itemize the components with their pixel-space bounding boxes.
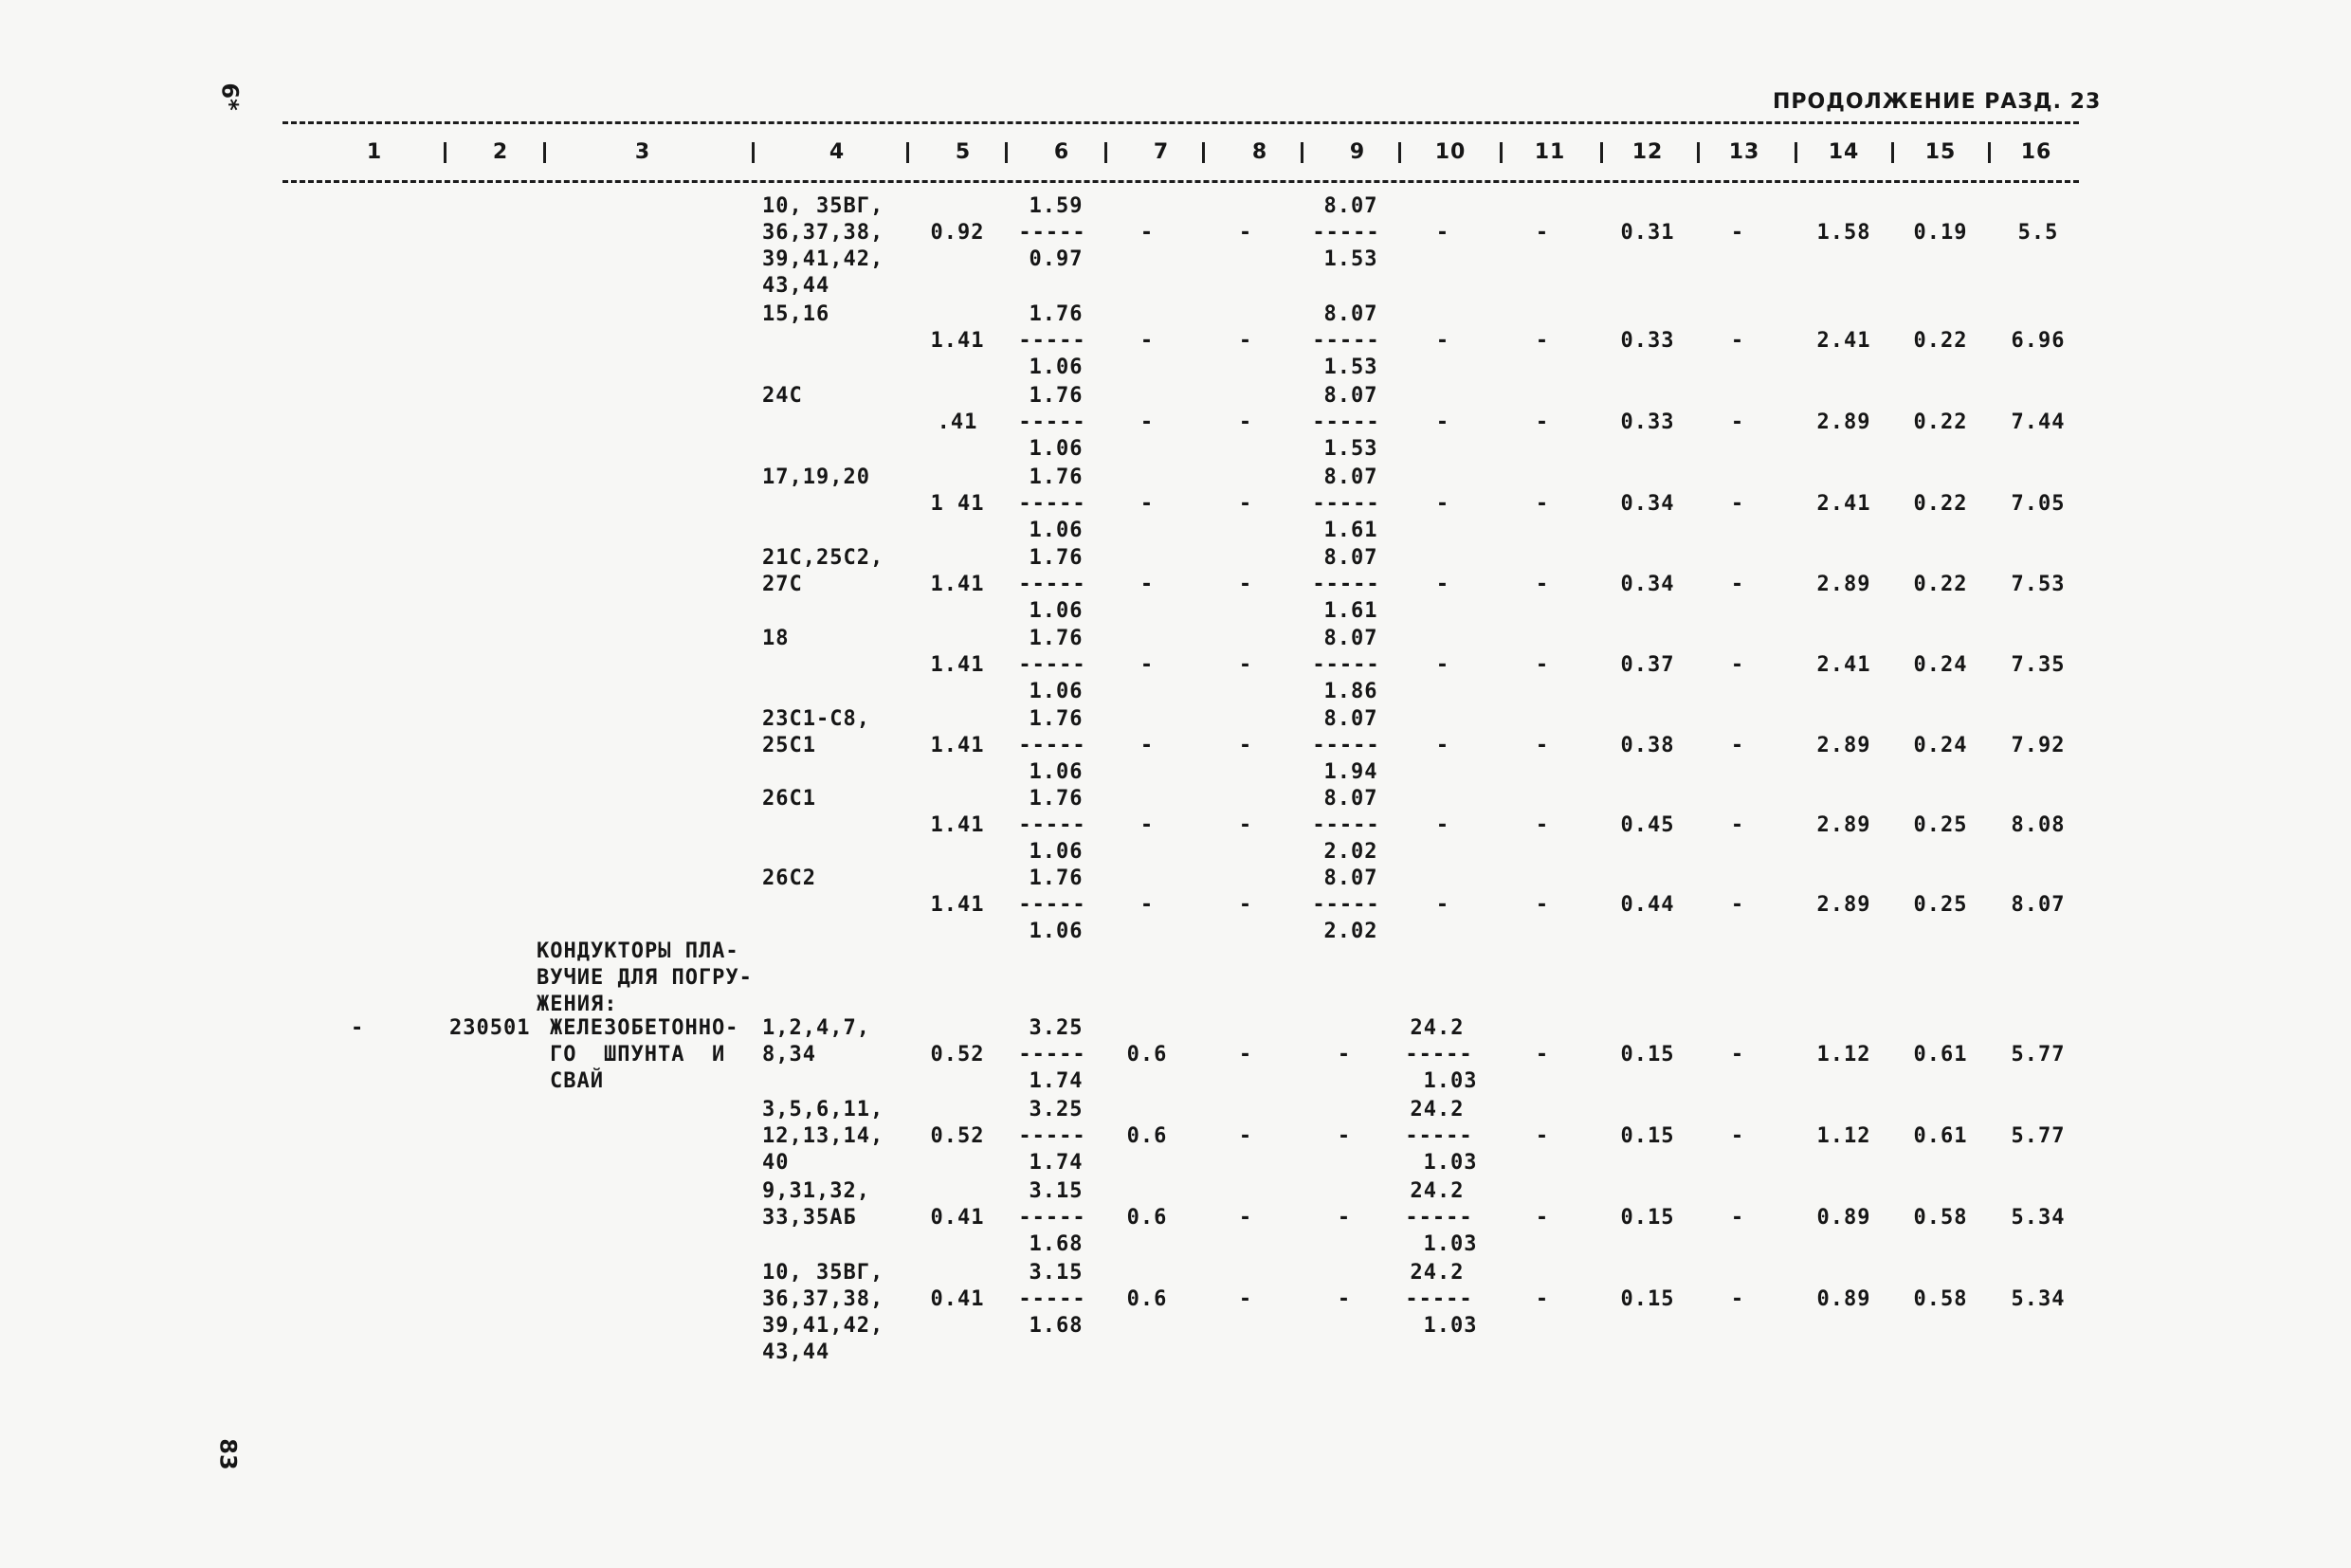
- cell-col9-numerator: 8.07: [1323, 194, 1378, 218]
- cell-col16: 7.05: [2011, 492, 2066, 516]
- cell-col6-numerator: 1.76: [1029, 787, 1084, 811]
- cell-col12: 0.15: [1620, 1287, 1675, 1311]
- item-name: ЖЕЛЕЗОБЕТОННО- ГО ШПУНТА И СВАЙ: [550, 1016, 739, 1093]
- cell-col13: -: [1730, 1287, 1745, 1311]
- cell-col7: -: [1139, 573, 1155, 596]
- fraction-bar: -----: [1312, 893, 1380, 917]
- cell-col5: 1.41: [930, 329, 985, 353]
- cell-col10-denominator: 1.03: [1423, 1069, 1478, 1093]
- cell-col10-numerator: 24.2: [1410, 1261, 1465, 1285]
- cell-col13: -: [1730, 1124, 1745, 1148]
- cell-col15: 0.58: [1913, 1206, 1968, 1230]
- cell-col6-denominator: 1.68: [1029, 1232, 1084, 1256]
- cell-col6-denominator: 1.06: [1029, 356, 1084, 379]
- column-separator: [1500, 142, 1503, 163]
- cell-col9-numerator: 8.07: [1323, 627, 1378, 650]
- cell-col10: -: [1435, 734, 1450, 757]
- cell-col7: -: [1139, 492, 1155, 516]
- fraction-bar: -----: [1018, 410, 1086, 434]
- cell-col9-denominator: 1.53: [1323, 247, 1378, 271]
- cell-col9-denominator: 1.86: [1323, 680, 1378, 703]
- cell-col9: -: [1337, 1287, 1352, 1311]
- column-header-10: 10: [1434, 140, 1467, 164]
- cell-col6-numerator: 1.76: [1029, 465, 1084, 489]
- column-header-1: 1: [366, 140, 383, 164]
- cell-col13: -: [1730, 1043, 1745, 1067]
- cell-col13: -: [1730, 329, 1745, 353]
- cell-col5: 1.41: [930, 573, 985, 596]
- cell-col14: 2.89: [1816, 813, 1871, 837]
- cell-col9: -: [1337, 1043, 1352, 1067]
- cell-col6-numerator: 1.76: [1029, 384, 1084, 408]
- column-header-5: 5: [955, 140, 972, 164]
- cell-col13: -: [1730, 573, 1745, 596]
- cell-col13: -: [1730, 653, 1745, 677]
- cell-col9-numerator: 8.07: [1323, 546, 1378, 570]
- cell-col9-denominator: 1.53: [1323, 356, 1378, 379]
- cell-col7: -: [1139, 813, 1155, 837]
- cell-col6-numerator: 1.76: [1029, 546, 1084, 570]
- cell-col7: 0.6: [1126, 1287, 1168, 1311]
- cell-col7: 0.6: [1126, 1043, 1168, 1067]
- cell-col16: 8.07: [2011, 893, 2066, 917]
- cell-col6-denominator: 1.06: [1029, 599, 1084, 623]
- column-separator: [1697, 142, 1700, 163]
- cell-col9-numerator: 8.07: [1323, 866, 1378, 890]
- cell-col4: 3,5,6,11, 12,13,14, 40: [762, 1098, 884, 1175]
- cell-col10: -: [1435, 813, 1450, 837]
- fraction-bar: -----: [1018, 893, 1086, 917]
- cell-col12: 0.33: [1620, 329, 1675, 353]
- fraction-bar: -----: [1018, 221, 1086, 245]
- fraction-bar: -----: [1018, 329, 1086, 353]
- cell-col4: 15,16: [762, 302, 830, 326]
- cell-col8: -: [1238, 893, 1253, 917]
- cell-col10: -: [1435, 410, 1450, 434]
- cell-col10-denominator: 1.03: [1423, 1232, 1478, 1256]
- cell-col12: 0.34: [1620, 573, 1675, 596]
- cell-col15: 0.22: [1913, 329, 1968, 353]
- cell-col13: -: [1730, 492, 1745, 516]
- cell-col6-denominator: 1.06: [1029, 437, 1084, 461]
- fraction-bar: -----: [1405, 1206, 1473, 1230]
- cell-col10: -: [1435, 573, 1450, 596]
- cell-col6-denominator: 1.06: [1029, 840, 1084, 864]
- cell-col8: -: [1238, 410, 1253, 434]
- cell-col10: -: [1435, 221, 1450, 245]
- cell-col8: -: [1238, 329, 1253, 353]
- cell-col9-denominator: 1.61: [1323, 519, 1378, 542]
- group-label: КОНДУКТОРЫ ПЛА- ВУЧИЕ ДЛЯ ПОГРУ- ЖЕНИЯ:: [537, 939, 753, 1016]
- fraction-bar: -----: [1018, 1043, 1086, 1067]
- cell-col10: -: [1435, 653, 1450, 677]
- cell-col12: 0.15: [1620, 1124, 1675, 1148]
- cell-col12: 0.31: [1620, 221, 1675, 245]
- cell-col5: 1.41: [930, 734, 985, 757]
- cell-col8: -: [1238, 734, 1253, 757]
- fraction-bar: -----: [1312, 813, 1380, 837]
- cell-col11: -: [1535, 653, 1550, 677]
- column-header-12: 12: [1631, 140, 1664, 164]
- cell-col6-numerator: 1.76: [1029, 707, 1084, 731]
- cell-col6-numerator: 1.59: [1029, 194, 1084, 218]
- cell-col15: 0.22: [1913, 492, 1968, 516]
- cell-col9: -: [1337, 1206, 1352, 1230]
- fraction-bar: -----: [1312, 410, 1380, 434]
- cell-col8: -: [1238, 221, 1253, 245]
- cell-col10-denominator: 1.03: [1423, 1314, 1478, 1338]
- cell-col6-numerator: 3.15: [1029, 1261, 1084, 1285]
- cell-col12: 0.44: [1620, 893, 1675, 917]
- cell-col16: 7.35: [2011, 653, 2066, 677]
- cell-col5: 0.52: [930, 1124, 985, 1148]
- cell-col12: 0.33: [1620, 410, 1675, 434]
- column-header-9: 9: [1349, 140, 1366, 164]
- cell-col7: -: [1139, 221, 1155, 245]
- cell-col14: 0.89: [1816, 1287, 1871, 1311]
- fraction-bar: -----: [1018, 1124, 1086, 1148]
- cell-col5: 0.92: [930, 221, 985, 245]
- cell-col8: -: [1238, 1206, 1253, 1230]
- cell-col14: 2.89: [1816, 410, 1871, 434]
- column-header-7: 7: [1153, 140, 1170, 164]
- column-separator: [1600, 142, 1603, 163]
- fraction-bar: -----: [1405, 1287, 1473, 1311]
- fraction-bar: -----: [1312, 653, 1380, 677]
- cell-col11: -: [1535, 329, 1550, 353]
- cell-col4: 17,19,20: [762, 465, 870, 489]
- cell-col6-denominator: 1.06: [1029, 680, 1084, 703]
- cell-col4: 26С2: [762, 866, 816, 890]
- cell-col8: -: [1238, 653, 1253, 677]
- item-code: 230501: [449, 1016, 531, 1040]
- fraction-bar: -----: [1312, 329, 1380, 353]
- cell-col6-denominator: 1.74: [1029, 1069, 1084, 1093]
- cell-col10-numerator: 24.2: [1410, 1179, 1465, 1203]
- cell-col6-numerator: 1.76: [1029, 627, 1084, 650]
- cell-col6-numerator: 3.25: [1029, 1016, 1084, 1040]
- cell-col14: 1.12: [1816, 1043, 1871, 1067]
- cell-col4: 9,31,32, 33,35АБ: [762, 1179, 870, 1230]
- cell-col13: -: [1730, 813, 1745, 837]
- column-separator: [1005, 142, 1008, 163]
- cell-col14: 2.41: [1816, 329, 1871, 353]
- column-header-4: 4: [829, 140, 846, 164]
- column-separator: [752, 142, 755, 163]
- cell-col7: -: [1139, 653, 1155, 677]
- fraction-bar: -----: [1018, 492, 1086, 516]
- cell-col9-numerator: 8.07: [1323, 384, 1378, 408]
- cell-col7: -: [1139, 734, 1155, 757]
- fraction-bar: -----: [1312, 221, 1380, 245]
- column-separator: [1891, 142, 1894, 163]
- cell-col16: 5.5: [2017, 221, 2059, 245]
- column-header-11: 11: [1534, 140, 1566, 164]
- cell-col9-denominator: 2.02: [1323, 840, 1378, 864]
- fraction-bar: -----: [1018, 653, 1086, 677]
- cell-col6-numerator: 1.76: [1029, 302, 1084, 326]
- cell-col6-numerator: 1.76: [1029, 866, 1084, 890]
- cell-col4: 24С: [762, 384, 803, 408]
- cell-col4: 10, 35ВГ, 36,37,38, 39,41,42, 43,44: [762, 194, 884, 298]
- cell-col13: -: [1730, 410, 1745, 434]
- cell-col14: 2.41: [1816, 653, 1871, 677]
- cell-col11: -: [1535, 1043, 1550, 1067]
- cell-col4: 26С1: [762, 787, 816, 811]
- cell-col16: 7.44: [2011, 410, 2066, 434]
- cell-col16: 7.92: [2011, 734, 2066, 757]
- cell-col12: 0.34: [1620, 492, 1675, 516]
- cell-col16: 6.96: [2011, 329, 2066, 353]
- cell-col11: -: [1535, 813, 1550, 837]
- cell-col13: -: [1730, 734, 1745, 757]
- column-separator: [1795, 142, 1797, 163]
- cell-col8: -: [1238, 573, 1253, 596]
- fraction-bar: -----: [1405, 1043, 1473, 1067]
- cell-col5: 0.52: [930, 1043, 985, 1067]
- cell-col13: -: [1730, 893, 1745, 917]
- cell-col14: 1.12: [1816, 1124, 1871, 1148]
- cell-col10-numerator: 24.2: [1410, 1016, 1465, 1040]
- cell-col11: -: [1535, 1124, 1550, 1148]
- cell-col15: 0.24: [1913, 653, 1968, 677]
- cell-col12: 0.37: [1620, 653, 1675, 677]
- fraction-bar: -----: [1312, 573, 1380, 596]
- cell-col16: 5.77: [2011, 1043, 2066, 1067]
- cell-col10: -: [1435, 329, 1450, 353]
- cell-col15: 0.24: [1913, 734, 1968, 757]
- cell-col8: -: [1238, 1124, 1253, 1148]
- column-header-6: 6: [1053, 140, 1070, 164]
- cell-col12: 0.38: [1620, 734, 1675, 757]
- cell-col10-numerator: 24.2: [1410, 1098, 1465, 1121]
- cell-col14: 2.41: [1816, 492, 1871, 516]
- section-continuation-title: ПРОДОЛЖЕНИЕ РАЗД. 23: [1773, 90, 2102, 114]
- cell-col10: -: [1435, 492, 1450, 516]
- cell-col11: -: [1535, 1206, 1550, 1230]
- cell-col12: 0.15: [1620, 1206, 1675, 1230]
- cell-col6-denominator: 0.97: [1029, 247, 1084, 271]
- column-separator: [1988, 142, 1991, 163]
- column-separator: [1202, 142, 1205, 163]
- cell-col15: 0.61: [1913, 1124, 1968, 1148]
- column-separator: [1104, 142, 1107, 163]
- cell-col9-denominator: 1.53: [1323, 437, 1378, 461]
- cell-col7: 0.6: [1126, 1124, 1168, 1148]
- cell-col4: 1,2,4,7, 8,34: [762, 1016, 870, 1067]
- cell-col8: -: [1238, 813, 1253, 837]
- column-separator: [906, 142, 909, 163]
- cell-col7: -: [1139, 329, 1155, 353]
- cell-col5: 1 41: [930, 492, 985, 516]
- cell-col7: -: [1139, 410, 1155, 434]
- cell-col14: 2.89: [1816, 573, 1871, 596]
- cell-col11: -: [1535, 410, 1550, 434]
- cell-col12: 0.15: [1620, 1043, 1675, 1067]
- cell-col8: -: [1238, 1043, 1253, 1067]
- cell-col11: -: [1535, 1287, 1550, 1311]
- cell-col15: 0.19: [1913, 221, 1968, 245]
- item-col1: -: [351, 1016, 365, 1040]
- cell-col9: -: [1337, 1124, 1352, 1148]
- cell-col6-denominator: 1.06: [1029, 760, 1084, 784]
- side-page-number: 83: [214, 1438, 242, 1470]
- header-rule-bottom: [282, 180, 2079, 183]
- cell-col11: -: [1535, 573, 1550, 596]
- cell-col11: -: [1535, 734, 1550, 757]
- fraction-bar: -----: [1312, 734, 1380, 757]
- cell-col5: 0.41: [930, 1206, 985, 1230]
- cell-col6-denominator: 1.68: [1029, 1314, 1084, 1338]
- cell-col9-numerator: 8.07: [1323, 787, 1378, 811]
- cell-col15: 0.58: [1913, 1287, 1968, 1311]
- cell-col15: 0.22: [1913, 410, 1968, 434]
- column-header-13: 13: [1728, 140, 1760, 164]
- column-separator: [444, 142, 447, 163]
- cell-col11: -: [1535, 221, 1550, 245]
- cell-col13: -: [1730, 1206, 1745, 1230]
- cell-col12: 0.45: [1620, 813, 1675, 837]
- cell-col4: 18: [762, 627, 790, 650]
- cell-col5: 1.41: [930, 893, 985, 917]
- cell-col6-denominator: 1.06: [1029, 519, 1084, 542]
- cell-col6-denominator: 1.06: [1029, 920, 1084, 943]
- side-mark-top: 6*: [216, 82, 244, 111]
- cell-col16: 8.08: [2011, 813, 2066, 837]
- cell-col14: 2.89: [1816, 734, 1871, 757]
- cell-col9-denominator: 1.94: [1323, 760, 1378, 784]
- cell-col14: 2.89: [1816, 893, 1871, 917]
- cell-col16: 5.77: [2011, 1124, 2066, 1148]
- fraction-bar: -----: [1018, 1287, 1086, 1311]
- cell-col9-numerator: 8.07: [1323, 707, 1378, 731]
- header-rule-top: [282, 121, 2079, 124]
- fraction-bar: -----: [1018, 813, 1086, 837]
- cell-col10: -: [1435, 893, 1450, 917]
- cell-col11: -: [1535, 492, 1550, 516]
- cell-col5: 1.41: [930, 813, 985, 837]
- column-header-3: 3: [634, 140, 651, 164]
- cell-col15: 0.61: [1913, 1043, 1968, 1067]
- cell-col5: .41: [937, 410, 978, 434]
- cell-col13: -: [1730, 221, 1745, 245]
- cell-col15: 0.22: [1913, 573, 1968, 596]
- cell-col9-numerator: 8.07: [1323, 465, 1378, 489]
- fraction-bar: -----: [1018, 1206, 1086, 1230]
- cell-col6-numerator: 3.15: [1029, 1179, 1084, 1203]
- cell-col15: 0.25: [1913, 813, 1968, 837]
- cell-col10-denominator: 1.03: [1423, 1151, 1478, 1175]
- fraction-bar: -----: [1018, 734, 1086, 757]
- cell-col9-denominator: 2.02: [1323, 920, 1378, 943]
- column-header-14: 14: [1828, 140, 1860, 164]
- cell-col6-numerator: 3.25: [1029, 1098, 1084, 1121]
- column-header-16: 16: [2020, 140, 2052, 164]
- cell-col15: 0.25: [1913, 893, 1968, 917]
- fraction-bar: -----: [1312, 492, 1380, 516]
- cell-col16: 7.53: [2011, 573, 2066, 596]
- cell-col9-numerator: 8.07: [1323, 302, 1378, 326]
- cell-col4: 23С1-С8, 25С1: [762, 707, 870, 757]
- cell-col8: -: [1238, 492, 1253, 516]
- cell-col16: 5.34: [2011, 1206, 2066, 1230]
- column-header-15: 15: [1924, 140, 1957, 164]
- column-separator: [1398, 142, 1401, 163]
- cell-col5: 0.41: [930, 1287, 985, 1311]
- fraction-bar: -----: [1018, 573, 1086, 596]
- cell-col9-denominator: 1.61: [1323, 599, 1378, 623]
- cell-col7: -: [1139, 893, 1155, 917]
- fraction-bar: -----: [1405, 1124, 1473, 1148]
- cell-col4: 10, 35ВГ, 36,37,38, 39,41,42, 43,44: [762, 1261, 884, 1364]
- cell-col11: -: [1535, 893, 1550, 917]
- column-header-2: 2: [492, 140, 509, 164]
- cell-col8: -: [1238, 1287, 1253, 1311]
- cell-col6-denominator: 1.74: [1029, 1151, 1084, 1175]
- column-separator: [543, 142, 546, 163]
- cell-col16: 5.34: [2011, 1287, 2066, 1311]
- cell-col5: 1.41: [930, 653, 985, 677]
- cell-col14: 1.58: [1816, 221, 1871, 245]
- cell-col4: 21С,25С2, 27С: [762, 546, 884, 596]
- column-header-8: 8: [1251, 140, 1268, 164]
- column-separator: [1301, 142, 1303, 163]
- cell-col14: 0.89: [1816, 1206, 1871, 1230]
- cell-col7: 0.6: [1126, 1206, 1168, 1230]
